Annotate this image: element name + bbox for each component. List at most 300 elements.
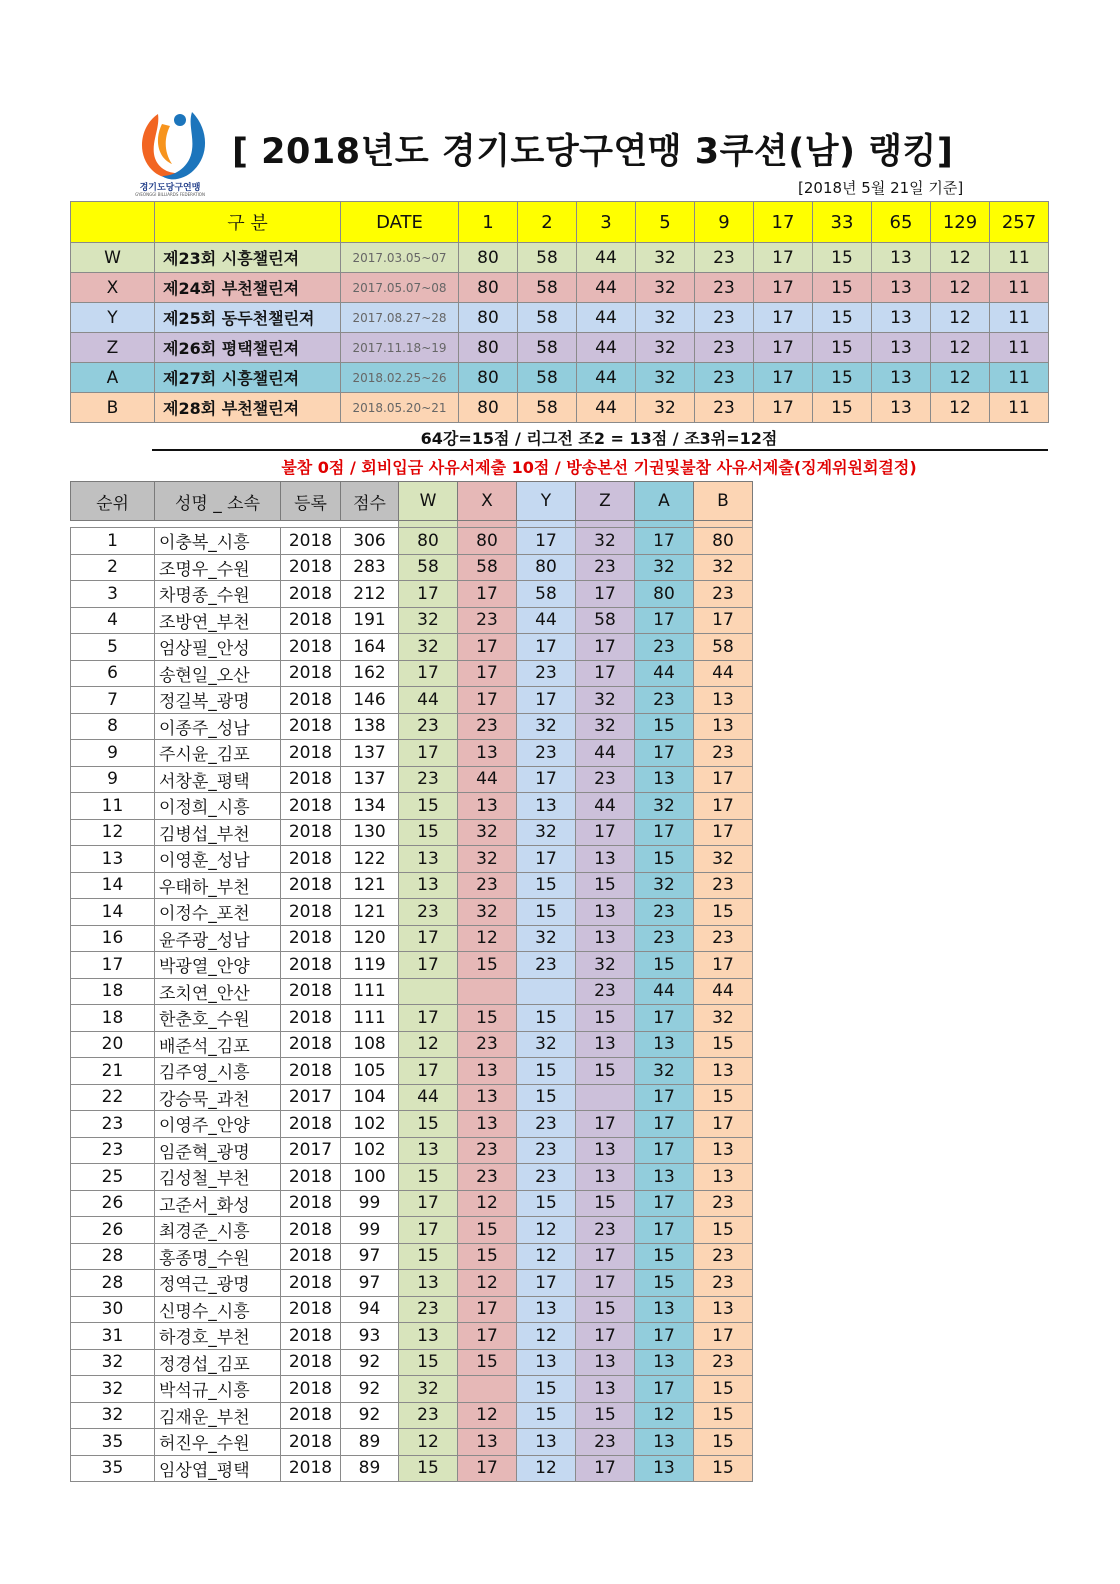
- y-points-cell: 23: [517, 660, 576, 687]
- player-name-cell: 조방연_부천: [155, 607, 281, 634]
- player-name-cell: 한춘호_수원: [155, 1005, 281, 1032]
- b-points-cell: 23: [694, 1270, 753, 1297]
- y-points-cell: 32: [517, 1031, 576, 1058]
- y-points-cell: 23: [517, 952, 576, 979]
- league-points-note: 64강=15점 / 리그전 조2 = 13점 / 조3위=12점: [420, 429, 778, 448]
- points-value: 11: [990, 273, 1049, 303]
- b-points-cell: 15: [694, 899, 753, 926]
- points-value: 23: [695, 303, 754, 333]
- x-points-cell: 12: [458, 1402, 517, 1429]
- score-cell: 121: [341, 872, 399, 899]
- w-points-cell: 15: [399, 1111, 458, 1138]
- y-points-cell: [517, 978, 576, 1005]
- registered-year-cell: 2018: [281, 952, 341, 979]
- points-value: 44: [577, 333, 636, 363]
- b-points-cell: 44: [694, 978, 753, 1005]
- y-points-cell: 12: [517, 1243, 576, 1270]
- ranking-row: [71, 581, 753, 608]
- tournament-date: 2018.02.25~26: [341, 363, 459, 393]
- tournament-name: 제27회 시흥챌린져: [155, 363, 341, 393]
- a-points-cell: 15: [635, 1270, 694, 1297]
- x-points-cell: [458, 978, 517, 1005]
- rank-cell: 35: [71, 1429, 155, 1456]
- w-points-cell: 17: [399, 740, 458, 767]
- points-value: 11: [990, 333, 1049, 363]
- score-cell: 97: [341, 1270, 399, 1297]
- w-points-cell: 13: [399, 1137, 458, 1164]
- w-points-cell: 17: [399, 1190, 458, 1217]
- player-name-cell: 이충복_시흥: [155, 528, 281, 555]
- y-points-cell: 17: [517, 846, 576, 873]
- player-name-cell: 임준혁_광명: [155, 1137, 281, 1164]
- z-points-cell: 15: [576, 1190, 635, 1217]
- x-points-cell: 13: [458, 1058, 517, 1085]
- b-points-cell: 23: [694, 740, 753, 767]
- x-points-cell: 23: [458, 872, 517, 899]
- rank-cell: 32: [71, 1402, 155, 1429]
- registered-year-cell: 2018: [281, 607, 341, 634]
- player-name-cell: 정경섭_김포: [155, 1349, 281, 1376]
- z-points-cell: 23: [576, 554, 635, 581]
- points-value: 12: [931, 393, 990, 423]
- header-rank: 순위: [71, 482, 155, 521]
- x-points-cell: 17: [458, 1455, 517, 1482]
- points-value: 13: [872, 363, 931, 393]
- w-points-cell: 17: [399, 581, 458, 608]
- a-points-cell: 15: [635, 952, 694, 979]
- score-cell: 102: [341, 1111, 399, 1138]
- score-cell: 92: [341, 1349, 399, 1376]
- y-points-cell: 15: [517, 899, 576, 926]
- b-points-cell: 17: [694, 1111, 753, 1138]
- a-points-cell: 13: [635, 1296, 694, 1323]
- registered-year-cell: 2018: [281, 713, 341, 740]
- rank-cell: 30: [71, 1296, 155, 1323]
- b-points-cell: 23: [694, 1190, 753, 1217]
- header-score: 점수: [341, 482, 399, 521]
- tournament-name: 제23회 시흥챌린져: [155, 243, 341, 273]
- z-points-cell: 23: [576, 1217, 635, 1244]
- points-value: 13: [872, 243, 931, 273]
- y-points-cell: 17: [517, 687, 576, 714]
- b-points-cell: 23: [694, 1243, 753, 1270]
- points-value: 17: [754, 393, 813, 423]
- registered-year-cell: 2017: [281, 1137, 341, 1164]
- registered-year-cell: 2018: [281, 1296, 341, 1323]
- registered-year-cell: 2018: [281, 1402, 341, 1429]
- x-points-cell: 13: [458, 1111, 517, 1138]
- rank-cell: 1: [71, 528, 155, 555]
- w-points-cell: 13: [399, 846, 458, 873]
- registered-year-cell: 2018: [281, 1243, 341, 1270]
- a-points-cell: 17: [635, 1190, 694, 1217]
- points-value: 44: [577, 243, 636, 273]
- rank-cell: 14: [71, 899, 155, 926]
- rank-cell: 9: [71, 740, 155, 767]
- tournament-code: W: [71, 243, 155, 273]
- rank-cell: 25: [71, 1164, 155, 1191]
- player-name-cell: 박광열_안양: [155, 952, 281, 979]
- z-points-cell: 17: [576, 1323, 635, 1350]
- b-points-cell: 17: [694, 607, 753, 634]
- w-points-cell: 58: [399, 554, 458, 581]
- score-cell: 100: [341, 1164, 399, 1191]
- y-points-cell: 32: [517, 713, 576, 740]
- z-points-cell: 17: [576, 660, 635, 687]
- page-title: [ 2018년도 경기도당구연맹 3쿠션(남) 랭킹]: [232, 132, 954, 172]
- z-points-cell: 17: [576, 634, 635, 661]
- a-points-cell: 44: [635, 978, 694, 1005]
- y-points-cell: 12: [517, 1217, 576, 1244]
- tournament-code: Z: [71, 333, 155, 363]
- w-points-cell: 13: [399, 872, 458, 899]
- a-points-cell: 17: [635, 1111, 694, 1138]
- rank-cell: 26: [71, 1217, 155, 1244]
- ranking-row: [71, 740, 753, 767]
- registered-year-cell: 2018: [281, 1005, 341, 1032]
- ranking-row: [71, 899, 753, 926]
- ranking-row: [71, 607, 753, 634]
- a-points-cell: 13: [635, 1455, 694, 1482]
- a-points-cell: 80: [635, 581, 694, 608]
- points-value: 58: [518, 243, 577, 273]
- y-points-cell: 23: [517, 740, 576, 767]
- rank-cell: 32: [71, 1349, 155, 1376]
- points-header-rank: 129: [931, 202, 990, 243]
- a-points-cell: 17: [635, 1084, 694, 1111]
- player-name-cell: 서창훈_평택: [155, 766, 281, 793]
- registered-year-cell: 2018: [281, 687, 341, 714]
- rank-cell: 18: [71, 1005, 155, 1032]
- score-cell: 102: [341, 1137, 399, 1164]
- points-header-row: [71, 202, 1049, 243]
- z-points-cell: 15: [576, 1296, 635, 1323]
- rank-cell: 11: [71, 793, 155, 820]
- points-value: 44: [577, 363, 636, 393]
- ranking-row: [71, 846, 753, 873]
- b-points-cell: 17: [694, 766, 753, 793]
- b-points-cell: 23: [694, 581, 753, 608]
- tournament-name: 제28회 부천챌린져: [155, 393, 341, 423]
- score-cell: 137: [341, 740, 399, 767]
- player-name-cell: 주시윤_김포: [155, 740, 281, 767]
- z-points-cell: 32: [576, 687, 635, 714]
- registered-year-cell: 2018: [281, 1376, 341, 1403]
- points-value: 17: [754, 333, 813, 363]
- score-cell: 130: [341, 819, 399, 846]
- a-points-cell: 32: [635, 793, 694, 820]
- b-points-cell: 17: [694, 952, 753, 979]
- ranking-row: [71, 1031, 753, 1058]
- tournament-date: 2017.03.05~07: [341, 243, 459, 273]
- points-value: 32: [636, 303, 695, 333]
- ranking-row: [71, 925, 753, 952]
- x-points-cell: 12: [458, 1190, 517, 1217]
- points-header-rank: 9: [695, 202, 754, 243]
- points-header-category: 구 분: [155, 202, 341, 243]
- registered-year-cell: 2018: [281, 872, 341, 899]
- z-points-cell: 13: [576, 899, 635, 926]
- b-points-cell: 15: [694, 1455, 753, 1482]
- ranking-row: [71, 713, 753, 740]
- y-points-cell: 15: [517, 1376, 576, 1403]
- points-value: 13: [872, 393, 931, 423]
- b-points-cell: 15: [694, 1031, 753, 1058]
- ranking-row: [71, 1455, 753, 1482]
- header-a: A: [635, 482, 694, 521]
- w-points-cell: 12: [399, 1429, 458, 1456]
- penalty-note: 불참 0점 / 회비입금 사유서제출 10점 / 방송본선 기권및불참 사유서제출(징계위원회결정): [281, 458, 917, 477]
- y-points-cell: 15: [517, 1084, 576, 1111]
- points-value: 44: [577, 273, 636, 303]
- ranking-row: [71, 872, 753, 899]
- y-points-cell: 15: [517, 872, 576, 899]
- points-header-rank: 65: [872, 202, 931, 243]
- ranking-row: [71, 978, 753, 1005]
- a-points-cell: 15: [635, 846, 694, 873]
- y-points-cell: 58: [517, 581, 576, 608]
- b-points-cell: 13: [694, 1296, 753, 1323]
- a-points-cell: 23: [635, 687, 694, 714]
- points-row-w: [71, 243, 1049, 273]
- header-z: Z: [576, 482, 635, 521]
- score-cell: 105: [341, 1058, 399, 1085]
- tournament-date: 2018.05.20~21: [341, 393, 459, 423]
- header-registered: 등록: [281, 482, 341, 521]
- score-cell: 89: [341, 1455, 399, 1482]
- x-points-cell: 15: [458, 1217, 517, 1244]
- ranking-row: [71, 1217, 753, 1244]
- rank-cell: 23: [71, 1137, 155, 1164]
- w-points-cell: 32: [399, 607, 458, 634]
- ranking-row: [71, 952, 753, 979]
- points-value: 32: [636, 333, 695, 363]
- a-points-cell: 44: [635, 660, 694, 687]
- header-y: Y: [517, 482, 576, 521]
- score-cell: 97: [341, 1243, 399, 1270]
- registered-year-cell: 2018: [281, 1323, 341, 1350]
- points-value: 80: [459, 243, 518, 273]
- score-cell: 162: [341, 660, 399, 687]
- points-value: 58: [518, 273, 577, 303]
- as-of-date: [2018년 5월 21일 기준]: [798, 179, 964, 197]
- z-points-cell: 44: [576, 740, 635, 767]
- rank-cell: 32: [71, 1376, 155, 1403]
- w-points-cell: 15: [399, 1349, 458, 1376]
- rank-cell: 14: [71, 872, 155, 899]
- a-points-cell: 13: [635, 1429, 694, 1456]
- a-points-cell: 17: [635, 1005, 694, 1032]
- z-points-cell: 13: [576, 1349, 635, 1376]
- points-value: 17: [754, 243, 813, 273]
- header-spacer: [71, 521, 753, 528]
- z-points-cell: 23: [576, 766, 635, 793]
- registered-year-cell: 2018: [281, 660, 341, 687]
- z-points-cell: 58: [576, 607, 635, 634]
- y-points-cell: 23: [517, 1137, 576, 1164]
- z-points-cell: 32: [576, 713, 635, 740]
- z-points-cell: 15: [576, 1058, 635, 1085]
- points-value: 58: [518, 393, 577, 423]
- x-points-cell: [458, 1376, 517, 1403]
- a-points-cell: 23: [635, 899, 694, 926]
- w-points-cell: 17: [399, 1058, 458, 1085]
- y-points-cell: 80: [517, 554, 576, 581]
- y-points-cell: 17: [517, 528, 576, 555]
- score-cell: 164: [341, 634, 399, 661]
- points-value: 32: [636, 393, 695, 423]
- rank-cell: 28: [71, 1270, 155, 1297]
- logo-subcaption: GYEONGGI BILLIARDS FEDERATION: [135, 192, 205, 197]
- x-points-cell: 12: [458, 1270, 517, 1297]
- player-name-cell: 송현일_오산: [155, 660, 281, 687]
- z-points-cell: 17: [576, 1243, 635, 1270]
- x-points-cell: 17: [458, 581, 517, 608]
- player-name-cell: 박석규_시흥: [155, 1376, 281, 1403]
- player-name-cell: 허진우_수원: [155, 1429, 281, 1456]
- z-points-cell: 13: [576, 1031, 635, 1058]
- b-points-cell: 15: [694, 1376, 753, 1403]
- w-points-cell: 15: [399, 793, 458, 820]
- points-value: 80: [459, 363, 518, 393]
- points-value: 15: [813, 273, 872, 303]
- x-points-cell: 23: [458, 1031, 517, 1058]
- player-name-cell: 조명우_수원: [155, 554, 281, 581]
- y-points-cell: 15: [517, 1005, 576, 1032]
- z-points-cell: [576, 1084, 635, 1111]
- player-name-cell: 최경준_시흥: [155, 1217, 281, 1244]
- y-points-cell: 13: [517, 793, 576, 820]
- player-name-cell: 이영주_안양: [155, 1111, 281, 1138]
- w-points-cell: 12: [399, 1031, 458, 1058]
- points-header-rank: 257: [990, 202, 1049, 243]
- rank-cell: 12: [71, 819, 155, 846]
- ranking-row: [71, 1164, 753, 1191]
- registered-year-cell: 2018: [281, 740, 341, 767]
- a-points-cell: 13: [635, 1164, 694, 1191]
- z-points-cell: 13: [576, 925, 635, 952]
- z-points-cell: 17: [576, 1111, 635, 1138]
- ranking-table: [70, 481, 753, 1482]
- y-points-cell: 12: [517, 1323, 576, 1350]
- points-value: 15: [813, 393, 872, 423]
- ranking-row: [71, 766, 753, 793]
- registered-year-cell: 2018: [281, 793, 341, 820]
- x-points-cell: 17: [458, 634, 517, 661]
- registered-year-cell: 2018: [281, 1031, 341, 1058]
- registered-year-cell: 2018: [281, 528, 341, 555]
- points-value: 23: [695, 363, 754, 393]
- registered-year-cell: 2018: [281, 1349, 341, 1376]
- score-cell: 120: [341, 925, 399, 952]
- a-points-cell: 32: [635, 872, 694, 899]
- a-points-cell: 17: [635, 607, 694, 634]
- b-points-cell: 17: [694, 1323, 753, 1350]
- ranking-row: [71, 528, 753, 555]
- w-points-cell: [399, 978, 458, 1005]
- ranking-row: [71, 1349, 753, 1376]
- x-points-cell: 32: [458, 899, 517, 926]
- z-points-cell: 13: [576, 846, 635, 873]
- player-name-cell: 임상엽_평택: [155, 1455, 281, 1482]
- rank-cell: 26: [71, 1190, 155, 1217]
- points-value: 12: [931, 273, 990, 303]
- points-value: 80: [459, 273, 518, 303]
- points-value: 15: [813, 303, 872, 333]
- a-points-cell: 17: [635, 819, 694, 846]
- points-row-x: [71, 273, 1049, 303]
- registered-year-cell: 2018: [281, 1058, 341, 1085]
- player-name-cell: 정길복_광명: [155, 687, 281, 714]
- w-points-cell: 17: [399, 660, 458, 687]
- registered-year-cell: 2018: [281, 1164, 341, 1191]
- player-name-cell: 엄상필_안성: [155, 634, 281, 661]
- points-value: 23: [695, 273, 754, 303]
- points-value: 58: [518, 363, 577, 393]
- score-cell: 191: [341, 607, 399, 634]
- y-points-cell: 23: [517, 1111, 576, 1138]
- registered-year-cell: 2018: [281, 1455, 341, 1482]
- points-header-rank: 3: [577, 202, 636, 243]
- ranking-row: [71, 1137, 753, 1164]
- player-name-cell: 홍종명_수원: [155, 1243, 281, 1270]
- ranking-row: [71, 1005, 753, 1032]
- a-points-cell: 17: [635, 1137, 694, 1164]
- ranking-row: [71, 1402, 753, 1429]
- ranking-row: [71, 1084, 753, 1111]
- b-points-cell: 15: [694, 1217, 753, 1244]
- points-value: 80: [459, 303, 518, 333]
- score-cell: 119: [341, 952, 399, 979]
- x-points-cell: 17: [458, 660, 517, 687]
- ranking-row: [71, 1190, 753, 1217]
- score-cell: 93: [341, 1323, 399, 1350]
- b-points-cell: 44: [694, 660, 753, 687]
- b-points-cell: 15: [694, 1429, 753, 1456]
- x-points-cell: 15: [458, 1243, 517, 1270]
- points-header-date: DATE: [341, 202, 459, 243]
- y-points-cell: 15: [517, 1402, 576, 1429]
- y-points-cell: 23: [517, 1164, 576, 1191]
- points-value: 80: [459, 393, 518, 423]
- w-points-cell: 23: [399, 1296, 458, 1323]
- score-cell: 99: [341, 1217, 399, 1244]
- x-points-cell: 17: [458, 1323, 517, 1350]
- registered-year-cell: 2018: [281, 1270, 341, 1297]
- registered-year-cell: 2018: [281, 1217, 341, 1244]
- a-points-cell: 17: [635, 528, 694, 555]
- z-points-cell: 44: [576, 793, 635, 820]
- player-name-cell: 우태하_부천: [155, 872, 281, 899]
- ranking-row: [71, 819, 753, 846]
- registered-year-cell: 2018: [281, 581, 341, 608]
- player-name-cell: 고준서_화성: [155, 1190, 281, 1217]
- w-points-cell: 13: [399, 1270, 458, 1297]
- points-value: 58: [518, 333, 577, 363]
- points-header-rank: 2: [518, 202, 577, 243]
- points-row-y: [71, 303, 1049, 333]
- points-value: 12: [931, 333, 990, 363]
- x-points-cell: 32: [458, 819, 517, 846]
- x-points-cell: 23: [458, 607, 517, 634]
- x-points-cell: 13: [458, 1429, 517, 1456]
- ranking-row: [71, 1058, 753, 1085]
- tournament-date: 2017.05.07~08: [341, 273, 459, 303]
- x-points-cell: 17: [458, 1296, 517, 1323]
- b-points-cell: 15: [694, 1084, 753, 1111]
- score-cell: 138: [341, 713, 399, 740]
- score-cell: 99: [341, 1190, 399, 1217]
